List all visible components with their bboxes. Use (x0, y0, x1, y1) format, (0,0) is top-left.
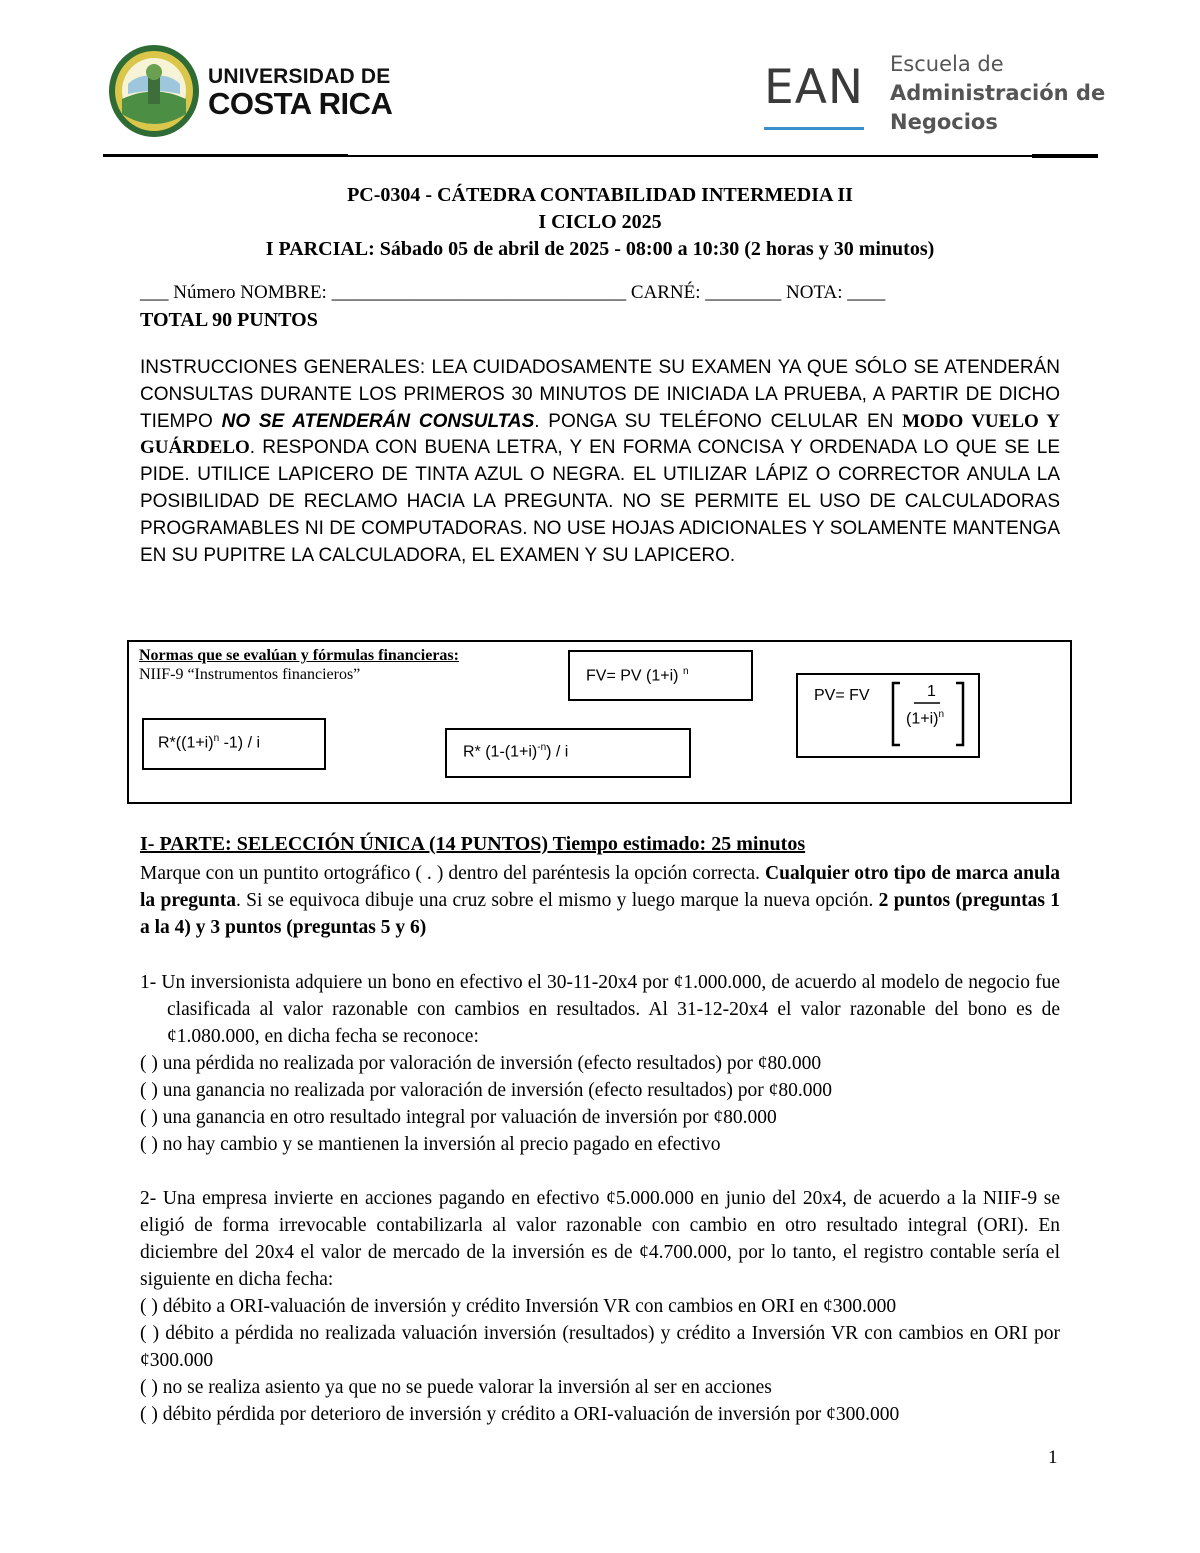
page-number: 1 (1048, 1447, 1058, 1468)
school-line3: Negocios (890, 110, 998, 134)
ucr-seal-logo (108, 44, 200, 138)
header-divider-accent-right (1032, 154, 1098, 158)
ean-logo: EAN (764, 60, 865, 115)
ann-fv-part-a: R*((1+i) (158, 734, 214, 752)
ean-underline (764, 127, 864, 130)
course-title: PC-0304 - CÁTEDRA CONTABILIDAD INTERMEDIA II (347, 184, 853, 206)
annuity-present-value-formula (445, 728, 691, 778)
instructions-text-3: . RESPONDA CON BUENA LETRA, Y EN FORMA CONCISA Y ORDENADA LO QUE SE LE PIDE. UTILICE LAPICERO DE TINTA AZUL O NEGRA. EL UTILIZAR LÁPIZ O CORRECTOR ANULA LA POSIBILIDAD DE RECLAMO HACIA LA PREGUNTA. NO SE PERMITE EL USO DE CALCULADORAS PROGRAMABLES NI DE COMPUTADORAS. NO USE HOJAS ADICIONALES Y SOLAMENTE MANTENGA EN SU PUPITRE LA CALCULADORA, EL EXAMEN Y SU LAPICERO. (140, 437, 1060, 566)
instructions-text-2: . PONGA SU TELÉFONO CELULAR EN (534, 410, 903, 432)
question-1-stem: 1- Un inversionista adquiere un bono en efectivo el 30-11-20x4 por ¢1.000.000, de acuerdo al modelo de negocio fue clasificada al valor razonable con cambios en resultados. Al 31-12-20x4 el valor razonable del bono es de ¢1.080.000, en dicha fecha se reconoce: (140, 972, 1060, 1047)
ucr-wordmark (208, 66, 392, 119)
question-2-stem: 2- Una empresa invierte en acciones pagando en efectivo ¢5.000.000 en junio del 20x4, de acuerdo a la NIIF-9 se eligió de forma irrevocable contabilizarla al valor razonable con cambio en otro resultado integral (ORI). En diciembre del 20x4 el valor de mercado de la inversión es de ¢4.700.000, por lo tanto, el registro contable sería el siguiente en dicha fecha: (140, 1188, 1060, 1290)
question-2-option-c[interactable]: ( ) no se realiza asiento ya que no se puede valorar la inversión al ser en acciones (140, 1377, 772, 1398)
question-2 (140, 1185, 1060, 1428)
ann-pv-exponent: -n (537, 742, 547, 753)
question-1 (140, 969, 1060, 1158)
part1-instr-b: Cualquier otro tipo de marca anula la pregunta (140, 863, 1060, 911)
school-name (890, 50, 1105, 137)
header-divider-accent-left (103, 154, 348, 157)
question-1-option-d[interactable]: ( ) no hay cambio y se mantienen la inversión al precio pagado en efectivo (140, 1134, 721, 1155)
school-line1: Escuela de (890, 52, 1004, 76)
pv-den-base: (1+i) (906, 710, 939, 728)
exam-date-title: I PARCIAL: Sábado 05 de abril de 2025 - 08:00 a 10:30 (2 horas y 30 minutos) (265, 238, 935, 260)
part1-instr-a: Marque con un puntito ortográfico ( . ) dentro del paréntesis la opción correcta. (140, 863, 766, 884)
part1-instructions (140, 860, 1060, 941)
cycle-title: I CICLO 2025 (538, 211, 662, 233)
future-value-formula (568, 650, 753, 701)
pv-denominator (906, 709, 944, 728)
instructions-emphasis-1: NO SE ATENDERÁN CONSULTAS (221, 410, 535, 432)
question-2-option-d[interactable]: ( ) débito pérdida por deterioro de inversión y crédito a ORI-valuación de inversión por ¢300.000 (140, 1404, 900, 1425)
question-2-option-a[interactable]: ( ) débito a ORI-valuación de inversión y crédito Inversión VR con cambios en ORI en ¢300.000 (140, 1296, 897, 1317)
annuity-future-value-formula (142, 718, 326, 770)
pv-numerator: 1 (927, 683, 936, 700)
fv-exponent: n (682, 666, 689, 677)
question-1-option-b[interactable]: ( ) una ganancia no realizada por valoración de inversión (efecto resultados) por ¢80.000 (140, 1080, 832, 1101)
ann-pv-part-b: ) / i (546, 743, 569, 761)
exam-title-block (140, 182, 1060, 263)
instructions-emphasis-2: MODO VUELO Y GUÁRDELO (140, 410, 1061, 459)
part1-instr-d: 2 puntos (preguntas 1 a la 4) y 3 puntos (preguntas 5 y 6) (140, 890, 1061, 938)
pv-text: PV= FV (814, 687, 870, 704)
question-1-option-a[interactable]: ( ) una pérdida no realizada por valoración de inversión (efecto resultados) por ¢80.000 (140, 1053, 822, 1074)
total-points: TOTAL 90 PUNTOS (140, 309, 318, 331)
instructions-text-1: INSTRUCCIONES GENERALES: LEA CUIDADOSAMENTE SU EXAMEN YA QUE SÓLO SE ATENDERÁN CONSULTAS DURANTE LOS PRIMEROS 30 MINUTOS DE INICIADA LA PRUEBA, A PARTIR DE DICHO TIEMPO (140, 357, 1060, 432)
question-2-option-b[interactable]: ( ) débito a pérdida no realizada valuación inversión (resultados) y crédito a Inversión VR con cambios en ORI por ¢300.000 (140, 1323, 1060, 1371)
part1-title: I- PARTE: SELECCIÓN ÚNICA (14 PUNTOS) Tiempo estimado: 25 minutos (140, 833, 806, 855)
general-instructions (140, 355, 1060, 569)
school-line2: Administración de (890, 81, 1106, 105)
ann-fv-exponent: n (213, 733, 220, 744)
formulas-heading: Normas que se evalúan y fórmulas financieras: (139, 647, 459, 664)
student-fields-line[interactable]: ___ Número NOMBRE: _______________________________ CARNÉ: ________ NOTA: ____ (140, 282, 886, 303)
part1-instr-c: . Si se equivoca dibuje una cruz sobre el mismo y luego marque la nueva opción. (235, 890, 879, 911)
pv-den-exponent: n (938, 709, 945, 720)
ucr-name-line2: COSTA RICA (208, 86, 393, 121)
present-value-formula (796, 673, 980, 758)
ann-fv-part-b: -1) / i (219, 734, 261, 752)
question-1-option-c[interactable]: ( ) una ganancia en otro resultado integral por valuación de inversión por ¢80.000 (140, 1107, 777, 1128)
ucr-name-line1: UNIVERSIDAD DE (208, 65, 391, 88)
ann-pv-part-a: R* (1-(1+i) (463, 743, 538, 761)
norm-reference: NIIF-9 “Instrumentos financieros” (139, 666, 361, 683)
fv-text: FV= PV (1+i) (586, 667, 679, 685)
